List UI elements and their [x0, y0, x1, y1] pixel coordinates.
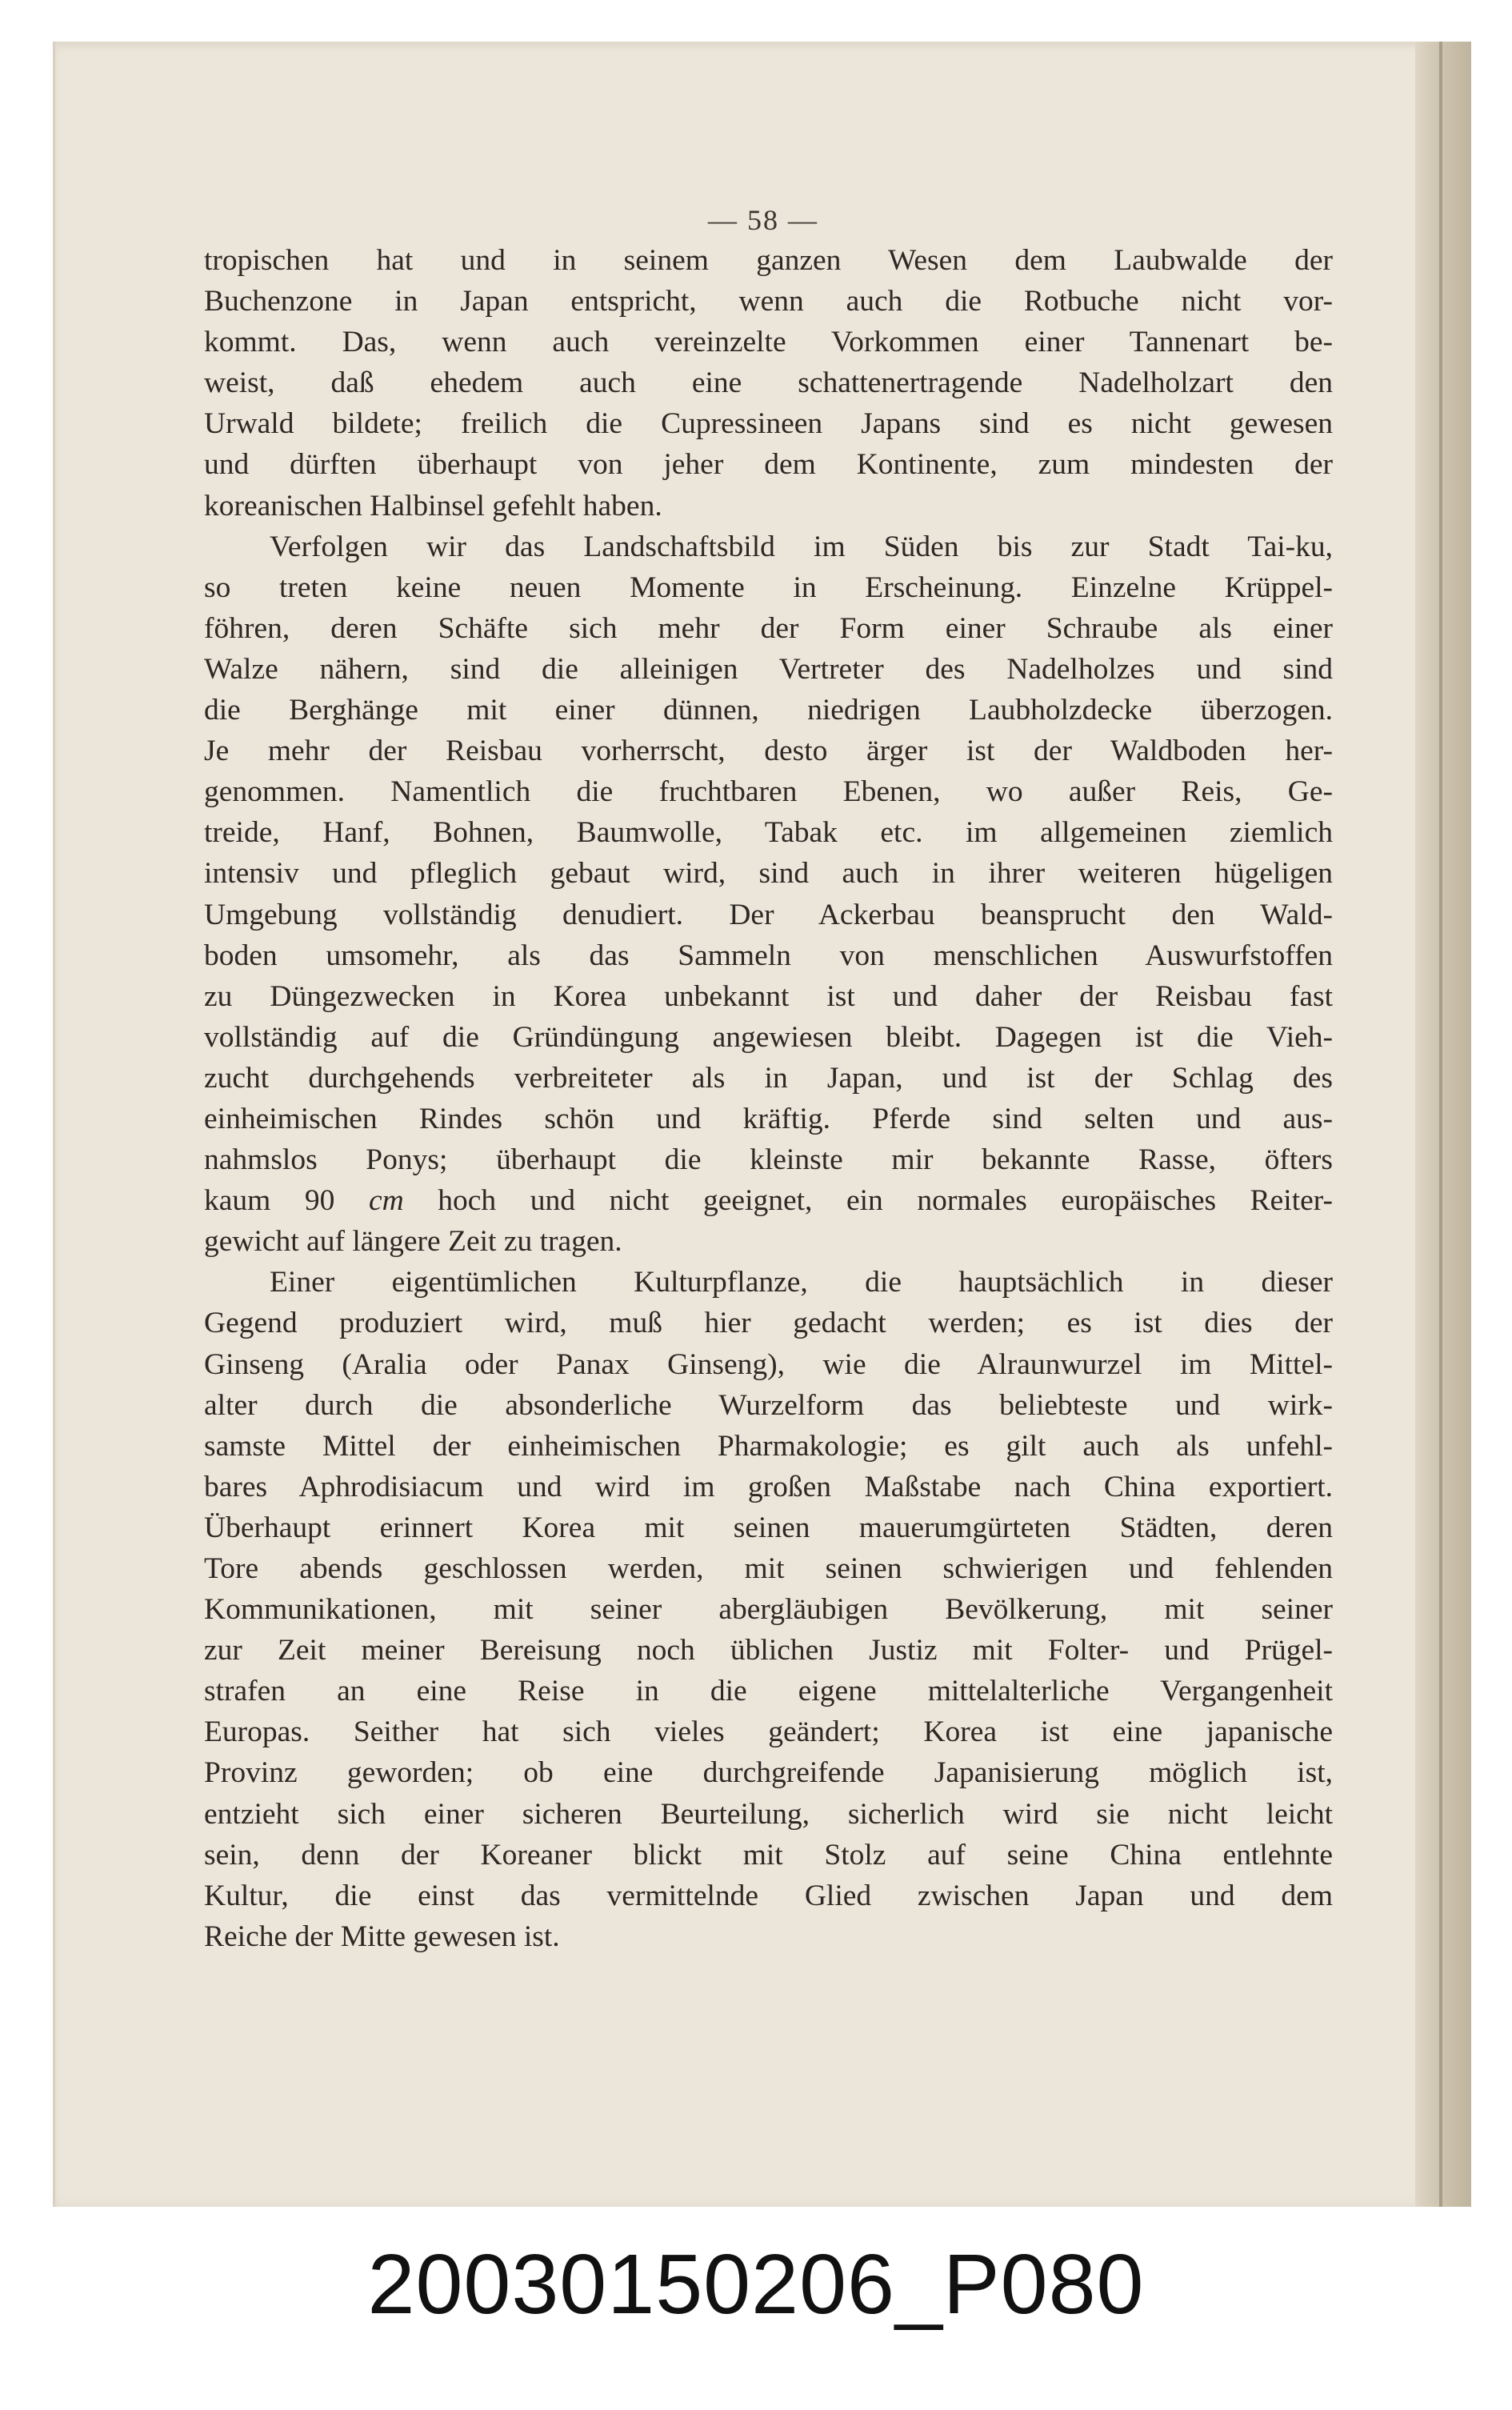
text-line: Urwald bildete; freilich die Cupressineen Japans sind es nicht gewesen: [204, 407, 1333, 441]
text-line: genommen. Namentlich die fruchtbaren Ebenen, wo außer Reis, Ge-: [204, 775, 1333, 809]
text-line: treide, Hanf, Bohnen, Baumwolle, Tabak etc. im allgemeinen ziemlich: [204, 816, 1333, 850]
text-line: Je mehr der Reisbau vorherrscht, desto ärger ist der Waldboden her-: [204, 735, 1333, 768]
text-line: Umgebung vollständig denudiert. Der Ackerbau beansprucht den Wald-: [204, 898, 1333, 931]
paragraph: [204, 240, 1333, 526]
text-line: nahmslos Ponys; überhaupt die kleinste mir bekannte Rasse, öfters: [204, 1143, 1333, 1177]
text-line: weist, daß ehedem auch eine schattenertragende Nadelholzart den: [204, 366, 1333, 400]
text-line: einheimischen Rindes schön und kräftig. Pferde sind selten und aus-: [204, 1102, 1333, 1135]
paragraph: [204, 526, 1333, 1263]
text-line: Walze nähern, sind die alleinigen Vertreter des Nadelholzes und sind: [204, 652, 1333, 686]
page-edge-line: [1439, 42, 1442, 2207]
body-text: [204, 240, 1333, 1957]
image-id-caption: 20030150206_P080: [367, 2237, 1145, 2332]
page-number: — 58 —: [708, 204, 818, 236]
text-line: zucht durchgehends verbreiteter als in Japan, und ist der Schlag des: [204, 1061, 1333, 1095]
text-line: strafen an eine Reise in die eigene mittelalterliche Vergangenheit: [204, 1675, 1333, 1708]
text-line: Einer eigentümlichen Kulturpflanze, die hauptsächlich in dieser: [270, 1266, 1333, 1299]
text-line: Provinz geworden; ob eine durchgreifende Japanisierung möglich ist,: [204, 1756, 1333, 1790]
text-line: Kultur, die einst das vermittelnde Glied zwischen Japan und dem: [204, 1879, 1333, 1912]
paragraph: [204, 1262, 1333, 1957]
page-edge-shadow: [1415, 42, 1471, 2207]
text-line: samste Mittel der einheimischen Pharmakologie; es gilt auch als unfehl-: [204, 1429, 1333, 1463]
text-line: föhren, deren Schäfte sich mehr der Form einer Schraube als einer: [204, 611, 1333, 645]
text-line: Gegend produziert wird, muß hier gedacht werden; es ist dies der: [204, 1307, 1333, 1340]
text-line: alter durch die absonderliche Wurzelform das beliebteste und wirk-: [204, 1388, 1333, 1422]
text-line: Verfolgen wir das Landschaftsbild im Süden bis zur Stadt Tai-ku,: [270, 530, 1333, 563]
text-line: so treten keine neuen Momente in Erscheinung. Einzelne Krüppel-: [204, 570, 1333, 604]
text-line: vollständig auf die Gründüngung angewiesen bleibt. Dagegen ist die Vieh-: [204, 1020, 1333, 1054]
text-line: koreanischen Halbinsel gefehlt haben.: [204, 489, 662, 522]
text-line: zu Düngezwecken in Korea unbekannt ist und daher der Reisbau fast: [204, 979, 1333, 1013]
text-line: tropischen hat und in seinem ganzen Wesen dem Laubwalde der: [204, 244, 1333, 277]
text-line: kommt. Das, wenn auch vereinzelte Vorkommen einer Tannenart be-: [204, 326, 1333, 359]
text-line: bares Aphrodisiacum und wird im großen Maßstabe nach China exportiert.: [204, 1470, 1333, 1503]
text-line: Überhaupt erinnert Korea mit seinen mauerumgürteten Städten, deren: [204, 1511, 1333, 1544]
text-line: Kommunikationen, mit seiner abergläubigen Bevölkerung, mit seiner: [204, 1593, 1333, 1627]
text-line: und dürften überhaupt von jeher dem Kontinente, zum mindesten der: [204, 448, 1333, 482]
text-line: Reiche der Mitte gewesen ist.: [204, 1920, 560, 1953]
text-line: Europas. Seither hat sich vieles geändert; Korea ist eine japanische: [204, 1715, 1333, 1749]
text-line: entzieht sich einer sicheren Beurteilung, sicherlich wird sie nicht leicht: [204, 1797, 1333, 1831]
text-line: zur Zeit meiner Bereisung noch üblichen Justiz mit Folter- und Prügel-: [204, 1634, 1333, 1667]
text-line: die Berghänge mit einer dünnen, niedrigen Laubholzdecke überzogen.: [204, 694, 1333, 727]
text-line: Buchenzone in Japan entspricht, wenn auch die Rotbuche nicht vor-: [204, 285, 1333, 318]
text-line: sein, denn der Koreaner blickt mit Stolz auf seine China entlehnte: [204, 1838, 1333, 1872]
text-line: Tore abends geschlossen werden, mit seinen schwierigen und fehlenden: [204, 1552, 1333, 1585]
text-line: boden umsomehr, als das Sammeln von menschlichen Auswurfstoffen: [204, 939, 1333, 972]
text-line: gewicht auf längere Zeit zu tragen.: [204, 1225, 622, 1259]
text-line: kaum 90 cm hoch und nicht geeignet, ein normales europäisches Reiter-: [204, 1184, 1333, 1218]
text-line: intensiv und pfleglich gebaut wird, sind auch in ihrer weiteren hügeligen: [204, 857, 1333, 891]
text-line: Ginseng (Aralia oder Panax Ginseng), wie die Alraunwurzel im Mittel-: [204, 1347, 1333, 1381]
